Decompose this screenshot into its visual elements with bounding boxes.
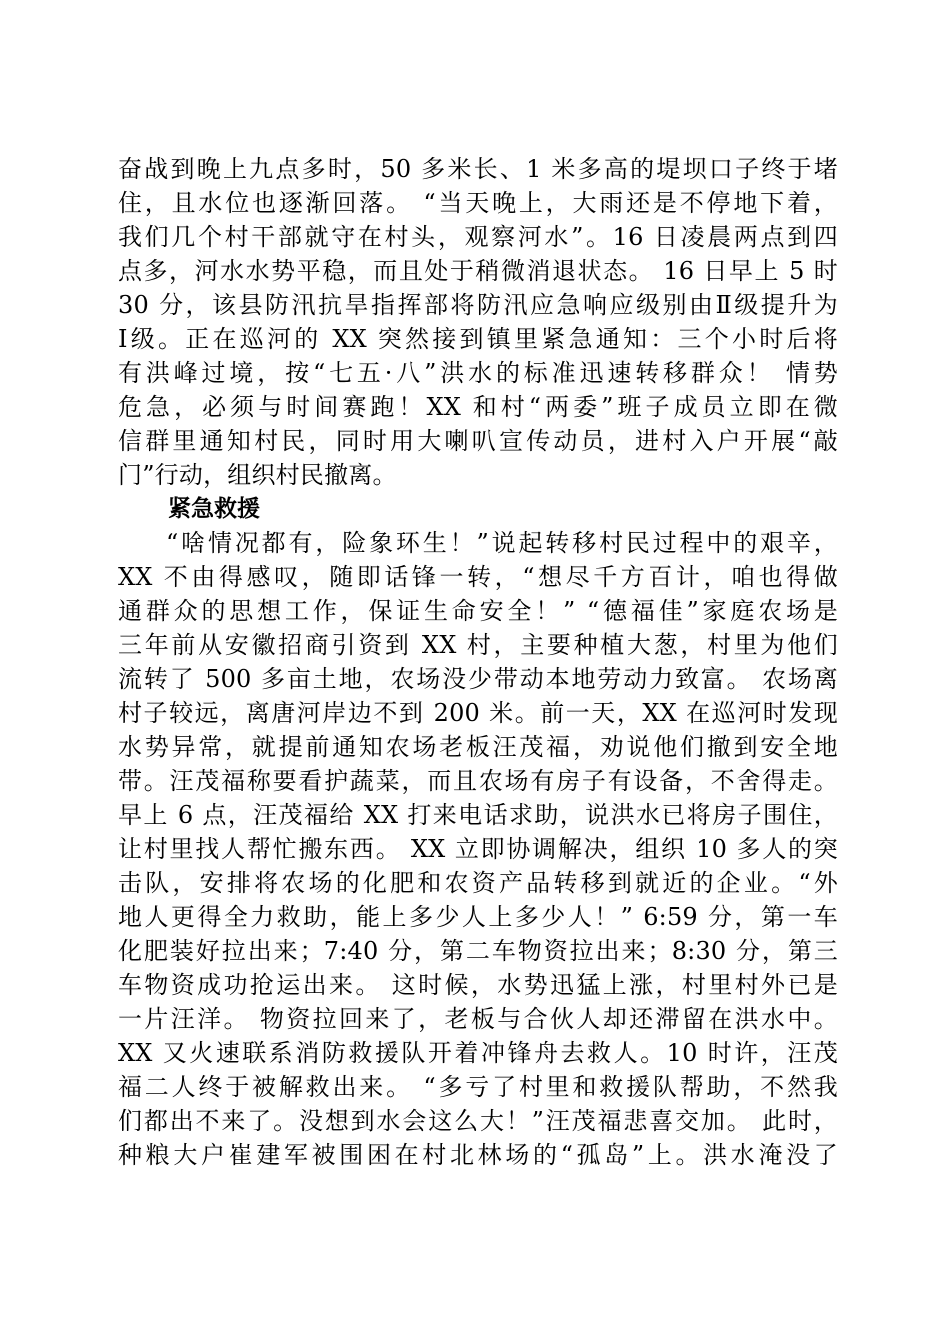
text-line: “啥情况都有，险象环生！”说起转移村民过程中的艰辛， [166,529,838,557]
text-line: 三年前从安徽招商引资到 XX 村，主要种植大葱，村里为他们 [118,631,838,659]
text-line: 带。汪茂福称要看护蔬菜，而且农场有房子有设备，不舍得走。 [118,767,838,795]
text-line: 住，且水位也逐渐回落。 “当天晚上，大雨还是不停地下着， [118,189,838,217]
text-line: 流转了 500 多亩土地，农场没少带动本地劳动力致富。 农场离 [118,665,838,693]
text-line: 30 分，该县防汛抗旱指挥部将防汛应急响应级别由Ⅱ级提升为 [118,291,838,319]
text-line: 村子较远，离唐河岸边不到 200 米。前一天，XX 在巡河时发现 [118,699,838,727]
text-line: 水势异常，就提前通知农场老板汪茂福，劝说他们撤到安全地 [118,733,838,761]
paragraph-1 [118,152,838,492]
section-heading: 紧急救援 [168,496,260,522]
text-line: 信群里通知村民，同时用大喇叭宣传动员，进村入户开展“敲 [118,427,838,455]
text-line: Ⅰ级。正在巡河的 XX 突然接到镇里紧急通知：三个小时后将 [118,325,838,353]
document-body [118,152,838,1172]
text-line: 福二人终于被解救出来。 “多亏了村里和救援队帮助，不然我 [118,1073,838,1101]
text-line: 一片汪洋。 物资拉回来了，老板与合伙人却还滞留在洪水中。 [118,1005,838,1033]
text-line: 有洪峰过境，按“七五·八”洪水的标准迅速转移群众！ 情势 [118,359,838,387]
text-line: 点多，河水水势平稳，而且处于稍微消退状态。 16 日早上 5 时 [118,257,838,285]
text-line: 门”行动，组织村民撤离。 [118,461,397,489]
text-line: 地人更得全力救助，能上多少人上多少人！” 6:59 分，第一车 [118,903,838,931]
text-line: 奋战到晚上九点多时，50 多米长、1 米多高的堤坝口子终于堵 [118,155,838,183]
text-line: XX 又火速联系消防救援队开着冲锋舟去救人。10 时许，汪茂 [118,1039,838,1067]
text-line: 击队，安排将农场的化肥和农资产品转移到就近的企业。“外 [118,869,838,897]
text-line: 种粮大户崔建军被围困在村北林场的“孤岛”上。洪水淹没了 [118,1141,838,1169]
text-line: 早上 6 点，汪茂福给 XX 打来电话求助，说洪水已将房子围住， [118,801,838,829]
text-line: 通群众的思想工作，保证生命安全！” “德福佳”家庭农场是 [118,597,838,625]
text-line: 们都出不来了。没想到水会这么大！”汪茂福悲喜交加。 此时， [118,1107,838,1135]
text-line: XX 不由得感叹，随即话锋一转，“想尽千方百计，咱也得做 [118,563,838,591]
text-line: 让村里找人帮忙搬东西。 XX 立即协调解决，组织 10 多人的突 [118,835,838,863]
text-line: 危急，必须与时间赛跑！XX 和村“两委”班子成员立即在微 [118,393,838,421]
text-line: 车物资成功抢运出来。 这时候，水势迅猛上涨，村里村外已是 [118,971,838,999]
text-line: 化肥装好拉出来；7:40 分，第二车物资拉出来；8:30 分，第三 [118,937,838,965]
paragraph-2 [118,526,838,1172]
text-line: 我们几个村干部就守在村头，观察河水”。16 日凌晨两点到四 [118,223,838,251]
